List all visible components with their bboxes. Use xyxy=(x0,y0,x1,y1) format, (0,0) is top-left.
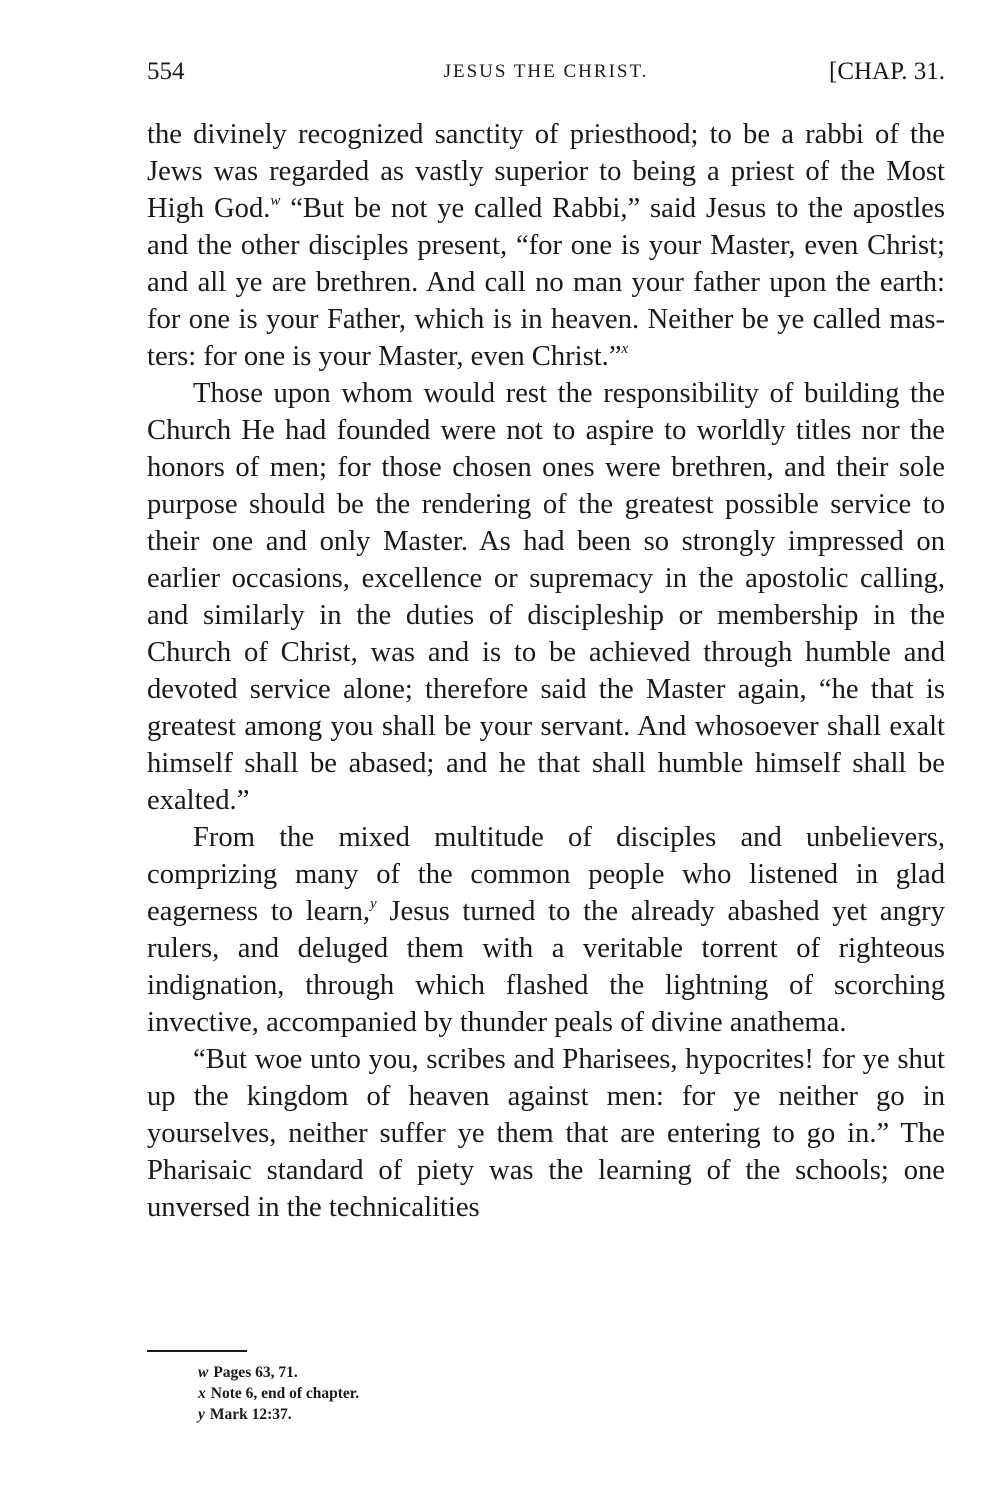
page-number: 554 xyxy=(147,58,185,85)
book-page xyxy=(147,52,945,1226)
footnote-text: Note 6, end of chapter. xyxy=(210,1385,360,1402)
paragraph-text: “But woe unto you, scribes and Pharisees, hypocrites! for ye shut up the kingdom of heaven against men: for ye neither go in yourselves, neither suffer ye them that are entering to go in.” The Pharisaic standard of piety was the learning of the schools; one unversed in the technicalities xyxy=(147,1044,945,1223)
footnote-text: Mark 12:37. xyxy=(209,1406,292,1423)
body-text xyxy=(147,116,945,1226)
footnote xyxy=(198,1383,359,1404)
footnotes xyxy=(198,1362,359,1425)
paragraph-text: Jesus turned to the already abashed yet angry rulers, and deluged them with a veritable torrent of righteous indignation, through which flashed the lightning of scorching invective, accompanied by thunder peals of divine anathema. xyxy=(147,896,945,1038)
footnote-marker: x xyxy=(621,341,629,357)
paragraph xyxy=(147,1041,945,1226)
chapter-reference: [CHAP. 31. xyxy=(829,58,945,85)
footnote-letter: w xyxy=(198,1364,209,1381)
footnote-letter: y xyxy=(198,1406,205,1423)
paragraph-text: From the mixed multitude of disciples and unbelievers, comprizing many of the common people who listened in glad eagerness to learn, xyxy=(147,822,945,927)
footnote xyxy=(198,1362,359,1383)
footnote-letter: x xyxy=(198,1385,206,1402)
paragraph xyxy=(147,375,945,819)
footnote-marker: w xyxy=(270,193,281,209)
paragraph xyxy=(147,116,945,375)
footnote xyxy=(198,1404,359,1425)
footnote-marker: y xyxy=(370,896,377,912)
paragraph-text: “But be not ye called Rabbi,” said Jesus to the apostles and the other disciples present, “for one is your Master, even Christ; and all ye are brethren. And call no man your father upon the earth: for one is your Father, which is in heaven. Neither be ye called masters: for one is your Master, even Christ.” xyxy=(147,193,946,372)
paragraph-text: Those upon whom would rest the responsibility of building the Church He had founded were not to aspire to worldly titles nor the honors of men; for those chosen ones were brethren, and their sole purpose should be the rendering of the greatest possible service to their one and only Master. As had been so strongly impressed on earlier occasions, excellence or supremacy in the apostolic calling, and similarly in the duties of discipleship or membership in the Church of Christ, was and is to be achieved through humble and devoted service alone; therefore said the Master again, “he that is greatest among you shall be your servant. And whosoever shall exalt himself shall be abased; and he that shall humble himself shall be exalted.” xyxy=(147,378,945,816)
running-header xyxy=(147,52,945,92)
footnote-text: Pages 63, 71. xyxy=(213,1364,298,1381)
paragraph-text: the divinely recognized sanctity of priesthood; to be a rabbi of the Jews was regarded as vastly superior to being a priest of the Most High God. xyxy=(147,119,945,224)
footnote-divider xyxy=(147,1350,247,1352)
running-title: JESUS THE CHRIST. xyxy=(443,61,649,82)
paragraph xyxy=(147,819,945,1041)
